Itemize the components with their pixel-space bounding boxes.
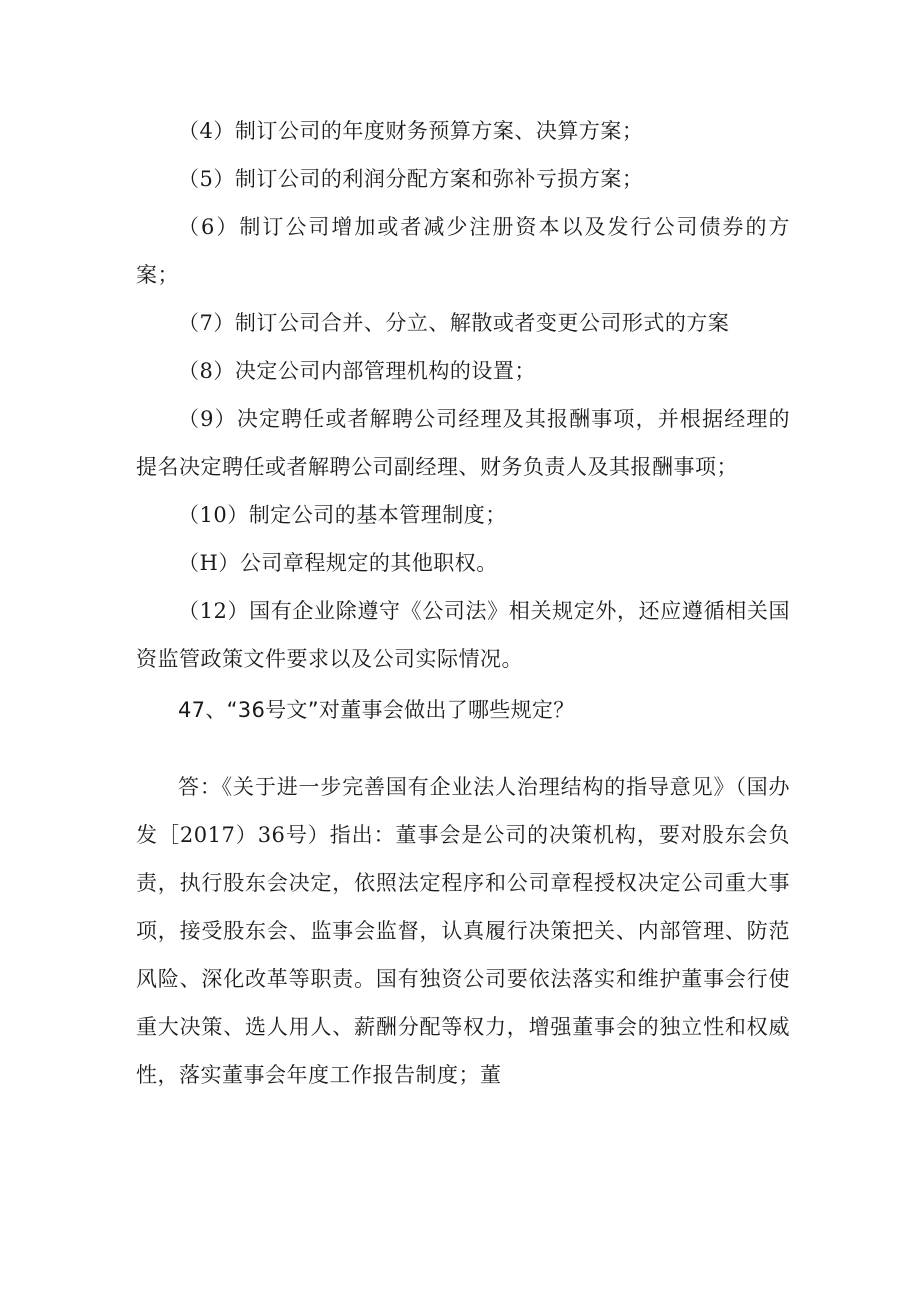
item-11: （H）公司章程规定的其他职权。 — [178, 551, 498, 575]
item-6: （6）制订公司增加或者减少注册资本以及发行公司债券的方案； — [136, 215, 790, 287]
item-4: （4）制订公司的年度财务预算方案、决算方案； — [178, 119, 644, 143]
item-7: （7）制订公司合并、分立、解散或者变更公司形式的方案 — [178, 311, 730, 335]
item-8: （8）决定公司内部管理机构的设置； — [178, 359, 536, 383]
item-9: （9）决定聘任或者解聘公司经理及其报酬事项，并根据经理的提名决定聘任或者解聘公司副经理、财务负责人及其报酬事项； — [136, 407, 790, 479]
answer-paragraph: 答：《关于进一步完善国有企业法人治理结构的指导意见》（国办发［2017）36号）指出：董事会是公司的决策机构，要对股东会负责，执行股东会决定，依照法定程序和公司章程授权决定公司重大事项，接受股东会、监事会监督，认真履行决策把关、内部管理、防范风险、深化改革等职责。国有独资公司要依法落实和维护董事会行使重大决策、选人用人、薪酬分配等权力，增强董事会的独立性和权威性，落实董事会年度工作报告制度；董 — [136, 775, 790, 1087]
question-heading: 47、“36号文”对董事会做出了哪些规定？ — [178, 698, 575, 722]
item-5: （5）制订公司的利润分配方案和弥补亏损方案； — [178, 167, 644, 191]
item-12: （12）国有企业除遵守《公司法》相关规定外，还应遵循相关国资监管政策文件要求以及公司实际情况。 — [136, 599, 790, 671]
document-body — [136, 107, 790, 1099]
item-10: （10）制定公司的基本管理制度； — [178, 503, 507, 527]
